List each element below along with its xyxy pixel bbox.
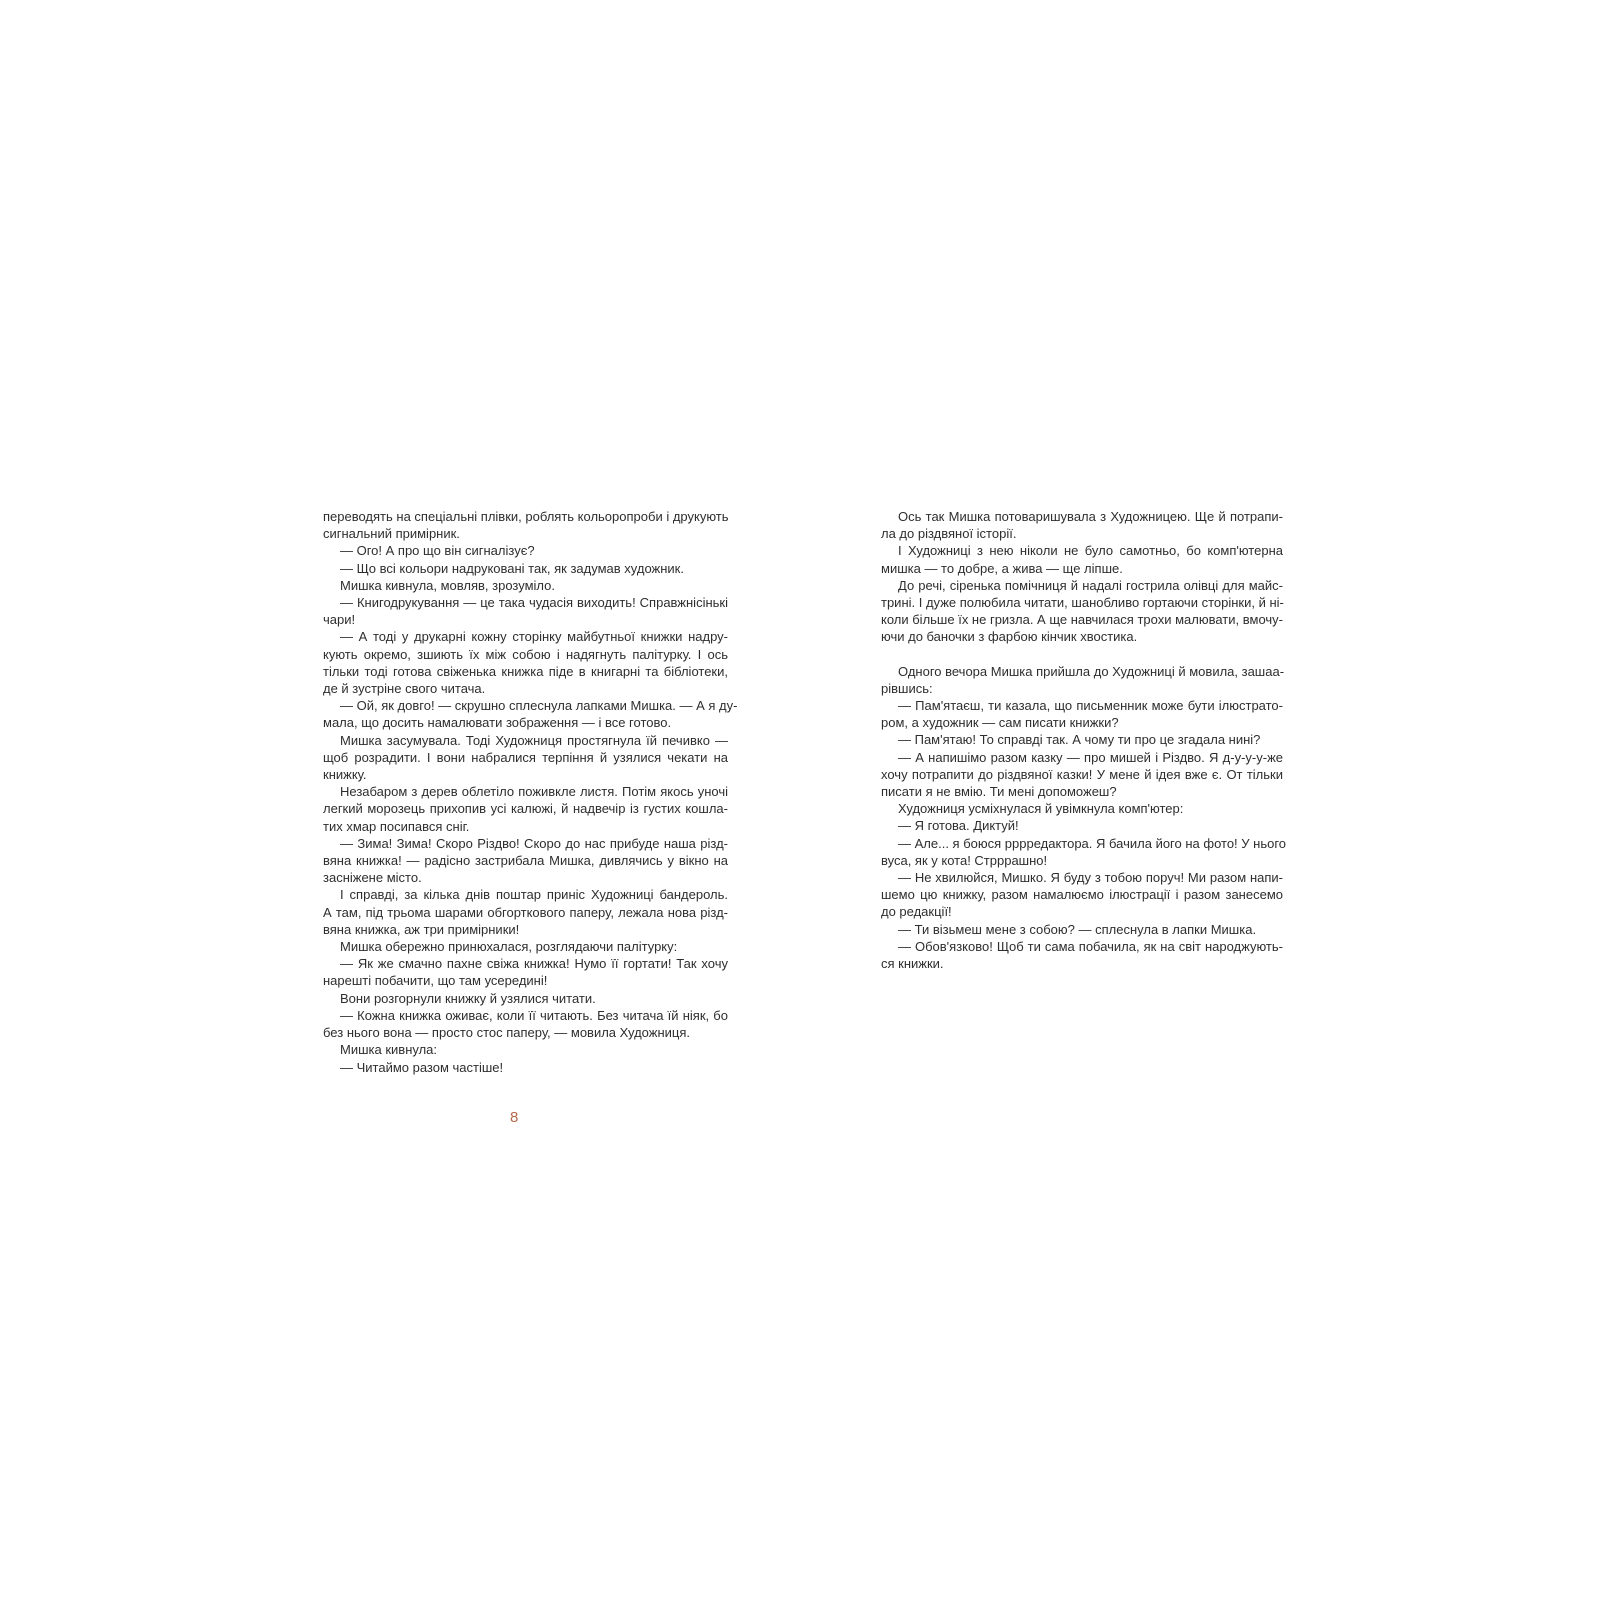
text-line: ючи до баночки з фарбою кінчик хвостика. xyxy=(881,629,1138,645)
text-line: — Як же смачно пахне свіжа книжка! Нумо її гортати! Так хочу xyxy=(340,956,728,972)
text-line: шемо цю книжку, разом намалюємо ілюстрації і разом занесемо xyxy=(881,887,1283,903)
text-line: І справді, за кілька днів поштар приніс Художниці бандероль. xyxy=(340,887,728,903)
text-line: мала, що досить намалювати зображення — і все готово. xyxy=(323,715,672,731)
text-line: — Зима! Зима! Скоро Різдво! Скоро до нас прибуде наша різд- xyxy=(340,835,728,851)
text-line: — Обов'язково! Щоб ти сама побачила, як на світ народжують- xyxy=(898,938,1283,954)
text-line: — Читаймо разом частіше! xyxy=(340,1059,504,1075)
text-line: — Не хвилюйся, Мишко. Я буду з тобою поруч! Ми разом напи- xyxy=(898,870,1283,886)
text-line: чари! xyxy=(323,612,356,628)
right-page xyxy=(800,0,1600,1600)
text-line: Мишка кивнула: xyxy=(340,1042,438,1058)
text-line: нарешті побачити, що там усередині! xyxy=(323,973,548,989)
text-line: сигнальний примірник. xyxy=(323,526,460,542)
text-line: коли більше їх не гризла. А ще навчилася трохи малювати, вмочу- xyxy=(881,612,1283,628)
text-line: Одного вечора Мишка прийшла до Художниці й мовила, зашаа- xyxy=(898,663,1285,679)
text-line: Мишка обережно принюхалася, розглядаючи палітурку: xyxy=(340,939,678,955)
text-line: — Я готова. Диктуй! xyxy=(898,818,1019,834)
text-line: — Але... я боюся рррредактора. Я бачила його на фото! У нього xyxy=(898,835,1287,851)
text-line: Мишка засумувала. Тоді Художниця простягнула їй печивко — xyxy=(340,732,728,748)
text-line: писати я не вмію. Ти мені допоможеш? xyxy=(881,784,1117,800)
text-line: — А тоді у друкарні кожну сторінку майбутньої книжки надру- xyxy=(340,629,728,645)
text-line: кують окремо, зшиють їх між собою і надягнуть палітурку. І ось xyxy=(323,646,728,662)
text-line: Ось так Мишка потоваришувала з Художницею. Ще й потрапи- xyxy=(898,509,1283,524)
text-line: щоб розрадити. І вони набралися терпіння й узялися чекати на xyxy=(323,749,728,765)
text-line: Вони розгорнули книжку й узялися читати. xyxy=(340,990,596,1006)
text-line: ла до різдвяної історії. xyxy=(881,526,1017,542)
right-page-text xyxy=(881,508,1287,972)
text-line: І Художниці з нею ніколи не було самотньо, бо комп'ютерна xyxy=(898,543,1283,559)
text-line: мишка — то добре, а жива — ще ліпше. xyxy=(881,560,1123,576)
text-line: легкий морозець прихопив усі калюжі, й надвечір із густих кошла- xyxy=(323,801,728,817)
paragraph-gap xyxy=(881,646,1283,663)
text-line: — Ого! А про що він сигналізує? xyxy=(340,543,535,559)
text-line: тих хмар посипався сніг. xyxy=(323,818,470,834)
page-number: 8 xyxy=(510,1109,519,1126)
text-line: — Що всі кольори надруковані так, як задумав художник. xyxy=(340,560,684,576)
text-line: книжку. xyxy=(323,767,367,783)
text-line: без нього вона — просто стос паперу, — мовила Художниця. xyxy=(323,1025,690,1041)
text-line: — Пам'ятаєш, ти казала, що письменник може бути ілюстрато- xyxy=(898,698,1283,714)
text-line: ром, а художник — сам писати книжки? xyxy=(881,715,1119,731)
text-line: тільки тоді готова свіженька книжка піде в книгарні та бібліотеки, xyxy=(323,663,728,679)
text-line: рівшись: xyxy=(881,680,933,696)
text-line: хочу потрапити до різдвяної казки! У мене й ідея вже є. От тільки xyxy=(881,766,1283,782)
text-line: — Книгодрукування — це така чудасія виходить! Справжнісінькі xyxy=(340,595,728,611)
text-line: — Ой, як довго! — скрушно сплеснула лапками Мишка. — А я ду- xyxy=(340,698,738,714)
text-line: — Пам'ятаю! То справді так. А чому ти про це згадала нині? xyxy=(898,732,1261,748)
text-line: переводять на спеціальні плівки, роблять кольоропроби і друкують xyxy=(323,509,729,524)
text-line: — Ти візьмеш мене з собою? — сплеснула в лапки Мишка. xyxy=(898,921,1257,937)
text-line: вяна книжка, аж три примірники! xyxy=(323,921,520,937)
text-line: ся книжки. xyxy=(881,956,944,972)
text-line: вяна книжка! — радісно застрибала Мишка, дивлячись у вікно на xyxy=(323,853,728,869)
text-line: трині. І дуже полюбила читати, шанобливо гортаючи сторінки, й ні- xyxy=(881,595,1284,611)
text-line: де й зустріне свого читача. xyxy=(323,681,486,697)
text-line: вуса, як у кота! Стрррашно! xyxy=(881,852,1048,868)
text-line: Художниця усміхнулася й увімкнула комп'ютер: xyxy=(898,801,1184,817)
text-line: засніжене місто. xyxy=(323,870,422,886)
text-line: Незабаром з дерев облетіло поживкле листя. Потім якось уночі xyxy=(340,784,728,800)
left-page-text xyxy=(323,508,738,1076)
text-line: До речі, сіренька помічниця й надалі гострила олівці для майс- xyxy=(898,577,1283,593)
text-line: Мишка кивнула, мовляв, зрозуміло. xyxy=(340,577,555,593)
text-line: А там, під трьома шарами обгорткового паперу, лежала нова різд- xyxy=(323,904,728,920)
text-line: — Кожна книжка оживає, коли її читають. Без читача їй ніяк, бо xyxy=(340,1007,728,1023)
text-line: — А напишімо разом казку — про мишей і Різдво. Я д-у-у-у-же xyxy=(898,749,1283,765)
text-line: до редакції! xyxy=(881,904,952,920)
